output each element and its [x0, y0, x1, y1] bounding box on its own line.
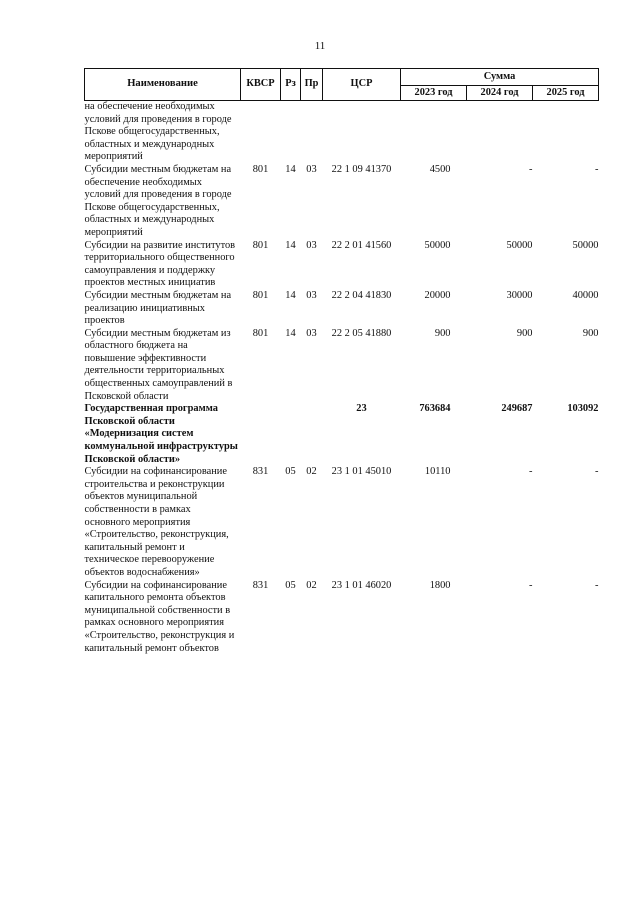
row-csr: 22 2 04 41830: [331, 289, 392, 301]
row-sum-2025: 50000: [572, 239, 599, 251]
row-name: Субсидии на софинансирование капитального ремонта объектов муниципальной собственности в рамках основного мероприятия «Строительство, реконструкция и капитальный ремонт объектов: [84, 579, 235, 654]
row-name: Субсидии на развитие институтов территориального общественного самоуправления и поддержку проектов местных инициатив: [84, 239, 236, 289]
row-sum-2024: 249687: [501, 403, 533, 415]
table-row: [85, 101, 599, 164]
row-sum-2025: -: [595, 163, 599, 175]
row-sum-2024: -: [529, 579, 533, 591]
table-row: [85, 240, 599, 290]
row-rz: 14: [285, 327, 296, 339]
row-csr: [323, 101, 401, 164]
row-sum-2025: -: [595, 466, 599, 478]
row-kvsr: 801: [252, 239, 269, 251]
row-sum-2024: [467, 101, 533, 164]
table-row: [85, 403, 599, 466]
row-sum-2023: [401, 101, 467, 164]
row-rz: [281, 403, 301, 466]
row-csr: 22 2 05 41880: [331, 327, 392, 339]
row-name: Государственная программа Псковской области «Модернизация систем коммунальной инфраструктуры Псковской области»: [84, 403, 238, 465]
row-csr: 22 2 01 41560: [331, 239, 392, 251]
page-number: 11: [314, 40, 326, 52]
header-year-2024: 2024 год: [467, 86, 533, 101]
row-rz: 05: [285, 466, 296, 478]
row-sum-2023: 50000: [424, 239, 451, 251]
row-pr: 03: [306, 327, 317, 339]
table-row: [85, 466, 599, 579]
row-kvsr: [241, 101, 281, 164]
row-kvsr: 831: [252, 579, 269, 591]
row-sum-2023: 10110: [424, 466, 451, 478]
row-kvsr: 801: [252, 327, 269, 339]
header-csr: ЦСР: [323, 69, 401, 101]
row-sum-2024: 50000: [506, 239, 533, 251]
row-sum-2024: 30000: [506, 289, 533, 301]
budget-table: [84, 68, 599, 655]
row-pr: 03: [306, 289, 317, 301]
row-pr: 02: [306, 466, 317, 478]
row-csr: 23 1 01 45010: [331, 466, 392, 478]
row-pr: 03: [306, 163, 317, 175]
header-year-2023: 2023 год: [401, 86, 467, 101]
row-sum-2024: -: [529, 163, 533, 175]
row-rz: [281, 101, 301, 164]
header-pr: Пр: [301, 69, 323, 101]
row-sum-2025: 40000: [572, 289, 599, 301]
header-kvsr: КВСР: [241, 69, 281, 101]
row-rz: 05: [285, 579, 296, 591]
header-rz: Рз: [281, 69, 301, 101]
row-sum-2025: -: [595, 579, 599, 591]
row-csr: 23 1 01 46020: [331, 579, 392, 591]
row-name: Субсидии местным бюджетам из областного бюджета на повышение эффективности деятельности территориальных общественных самоуправлений в Псковской области: [84, 327, 233, 402]
table-body: [85, 101, 599, 656]
row-kvsr: 801: [252, 163, 269, 175]
row-csr: 22 1 09 41370: [331, 163, 392, 175]
table-row: [85, 164, 599, 240]
row-name: на обеспечение необходимых условий для проведения в городе Пскове общегосударственных, областных и международных мероприятий: [84, 101, 232, 163]
row-csr: 23: [356, 403, 367, 415]
table-row: [85, 290, 599, 328]
row-pr: 02: [306, 579, 317, 591]
row-sum-2023: 4500: [429, 163, 451, 175]
table-row: [85, 580, 599, 656]
header-sum: Сумма: [401, 69, 599, 86]
header-year-2025: 2025 год: [533, 86, 599, 101]
row-sum-2025: 103092: [567, 403, 599, 415]
row-pr: [301, 101, 323, 164]
row-name: Субсидии местным бюджетам на обеспечение необходимых условий для проведения в городе Пскове общегосударственных, областных и международных мероприятий: [84, 163, 232, 238]
row-sum-2023: 20000: [424, 289, 451, 301]
header-name: Наименование: [85, 69, 241, 101]
row-kvsr: 831: [252, 466, 269, 478]
row-pr: 03: [306, 239, 317, 251]
table-row: [85, 328, 599, 404]
row-sum-2024: -: [529, 466, 533, 478]
row-name: Субсидии местным бюджетам на реализацию инициативных проектов: [84, 289, 232, 327]
row-sum-2024: 900: [516, 327, 533, 339]
row-pr: [301, 403, 323, 466]
row-sum-2023: 900: [434, 327, 451, 339]
row-rz: 14: [285, 239, 296, 251]
row-sum-2025: 900: [582, 327, 599, 339]
row-sum-2023: 763684: [419, 403, 451, 415]
row-sum-2025: [533, 101, 599, 164]
row-sum-2023: 1800: [429, 579, 451, 591]
row-name: Субсидии на софинансирование строительства и реконструкции объектов муниципальной собственности в рамках основного мероприятия «Строительство, реконструкция, капитальный ремонт и техническое перевооружение объектов водоснабжения»: [84, 466, 229, 578]
row-rz: 14: [285, 163, 296, 175]
row-kvsr: [241, 403, 281, 466]
row-rz: 14: [285, 289, 296, 301]
row-kvsr: 801: [252, 289, 269, 301]
table-header: [85, 69, 599, 101]
